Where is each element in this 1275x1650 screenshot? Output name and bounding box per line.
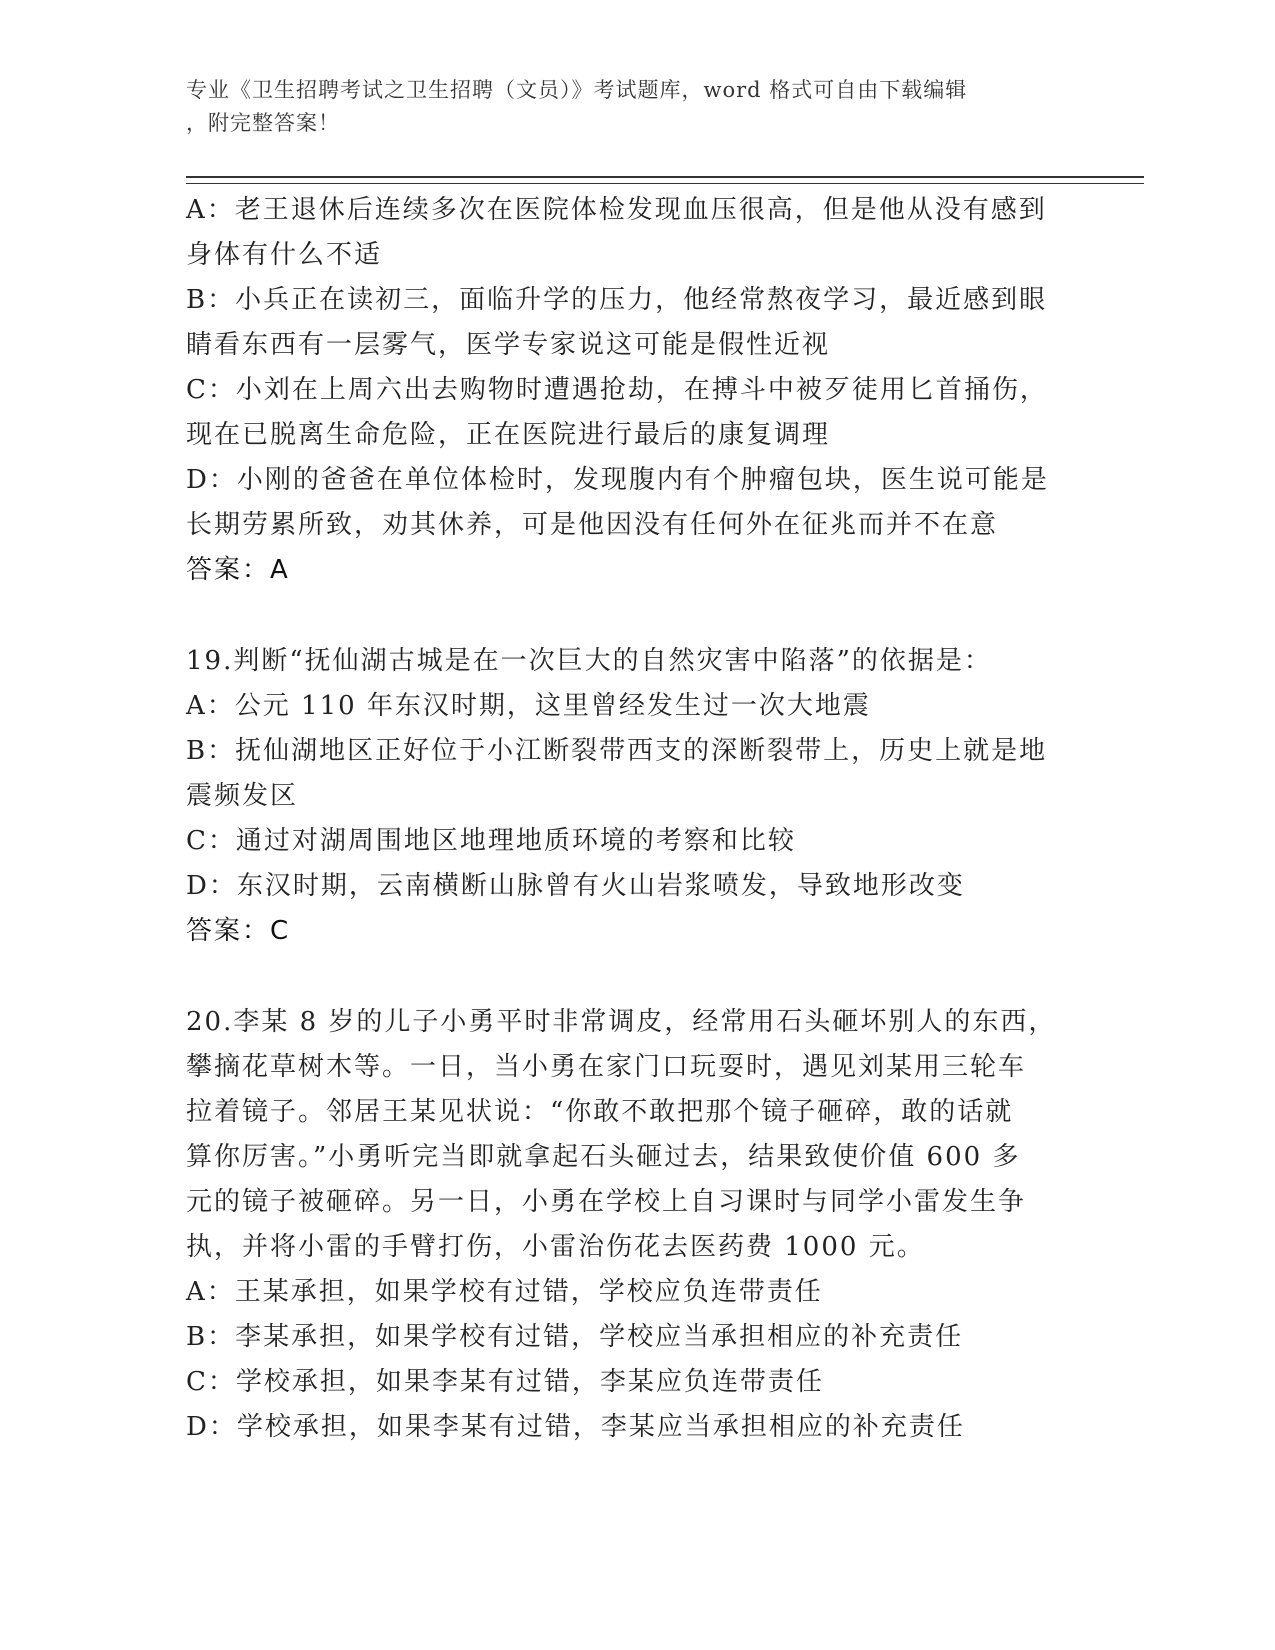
q20-option-a: A：王某承担，如果学校有过错，学校应负连带责任 — [186, 1277, 823, 1307]
q18-option-a-line-2: 身体有什么不适 — [186, 240, 383, 270]
q18-option-c-line-1: C：小刘在上周六出去购物时遭遇抢劫，在搏斗中被歹徒用匕首捅伤， — [186, 375, 1048, 405]
spacer — [186, 593, 1066, 639]
q19-option-a: A：公元 110 年东汉时期，这里曾经发生过一次大地震 — [186, 691, 871, 721]
q18-answer: 答案：A — [186, 555, 290, 585]
q19-option-d: D：东汉时期，云南横断山脉曾有火山岩浆喷发，导致地形改变 — [186, 871, 965, 901]
q18-option-d-line-1: D：小刚的爸爸在单位体检时，发现腹内有个肿瘤包块，医生说可能是 — [186, 465, 1049, 495]
document-header — [186, 74, 1066, 140]
header-divider — [186, 176, 1144, 184]
q18-option-b-line-1: B：小兵正在读初三，面临升学的压力，他经常熬夜学习，最近感到眼 — [186, 285, 1048, 315]
q20-stem-line-3: 拉着镜子。邻居王某见状说：“你敢不敢把那个镜子砸碎，敢的话就 — [186, 1097, 1014, 1127]
q20-stem-line-4: 算你厉害。”小勇听完当即就拿起石头砸过去，结果致使价值 600 多 — [186, 1142, 1021, 1172]
q19-option-b-line-1: B：抚仙湖地区正好位于小江断裂带西支的深断裂带上，历史上就是地 — [186, 736, 1048, 766]
question-20-block — [186, 1000, 1066, 1450]
q19-stem: 19.判断“抚仙湖古城是在一次巨大的自然灾害中陷落”的依据是： — [186, 646, 992, 676]
q19-answer: 答案：C — [186, 916, 291, 946]
q20-option-b: B：李某承担，如果学校有过错，学校应当承担相应的补充责任 — [186, 1322, 964, 1352]
question-18-block — [186, 188, 1066, 593]
q18-option-b-line-2: 睛看东西有一层雾气，医学专家说这可能是假性近视 — [186, 330, 831, 360]
q18-option-c-line-2: 现在已脱离生命危险，正在医院进行最后的康复调理 — [186, 420, 831, 450]
q19-option-c: C：通过对湖周围地区地理地质环境的考察和比较 — [186, 826, 796, 856]
q20-option-d: D：学校承担，如果李某有过错，李某应当承担相应的补充责任 — [186, 1412, 965, 1442]
q20-option-c: C：学校承担，如果李某有过错，李某应负连带责任 — [186, 1367, 824, 1397]
spacer — [186, 954, 1066, 1000]
header-line-2: ，附完整答案！ — [186, 111, 340, 135]
question-19-block — [186, 639, 1066, 954]
question-content — [186, 188, 1066, 1450]
q18-option-d-line-2: 长期劳累所致，劝其休养，可是他因没有任何外在征兆而并不在意 — [186, 510, 999, 540]
q20-stem-line-5: 元的镜子被砸碎。另一日，小勇在学校上自习课时与同学小雷发生争 — [186, 1187, 1027, 1217]
q18-option-a-line-1: A：老王退休后连续多次在医院体检发现血压很高，但是他从没有感到 — [186, 195, 1047, 225]
q19-option-b-line-2: 震频发区 — [186, 781, 299, 811]
q20-stem-line-6: 执，并将小雷的手臂打伤，小雷治伤花去医药费 1000 元。 — [186, 1232, 925, 1262]
q20-stem-line-1: 20.李某 8 岁的儿子小勇平时非常调皮，经常用石头砸坏别人的东西， — [186, 1007, 1057, 1037]
q20-stem-line-2: 攀摘花草树木等。一日，当小勇在家门口玩耍时，遇见刘某用三轮车 — [186, 1052, 1027, 1082]
header-line-1: 专业《卫生招聘考试之卫生招聘（文员）》考试题库，word 格式可自由下载编辑 — [186, 78, 968, 102]
